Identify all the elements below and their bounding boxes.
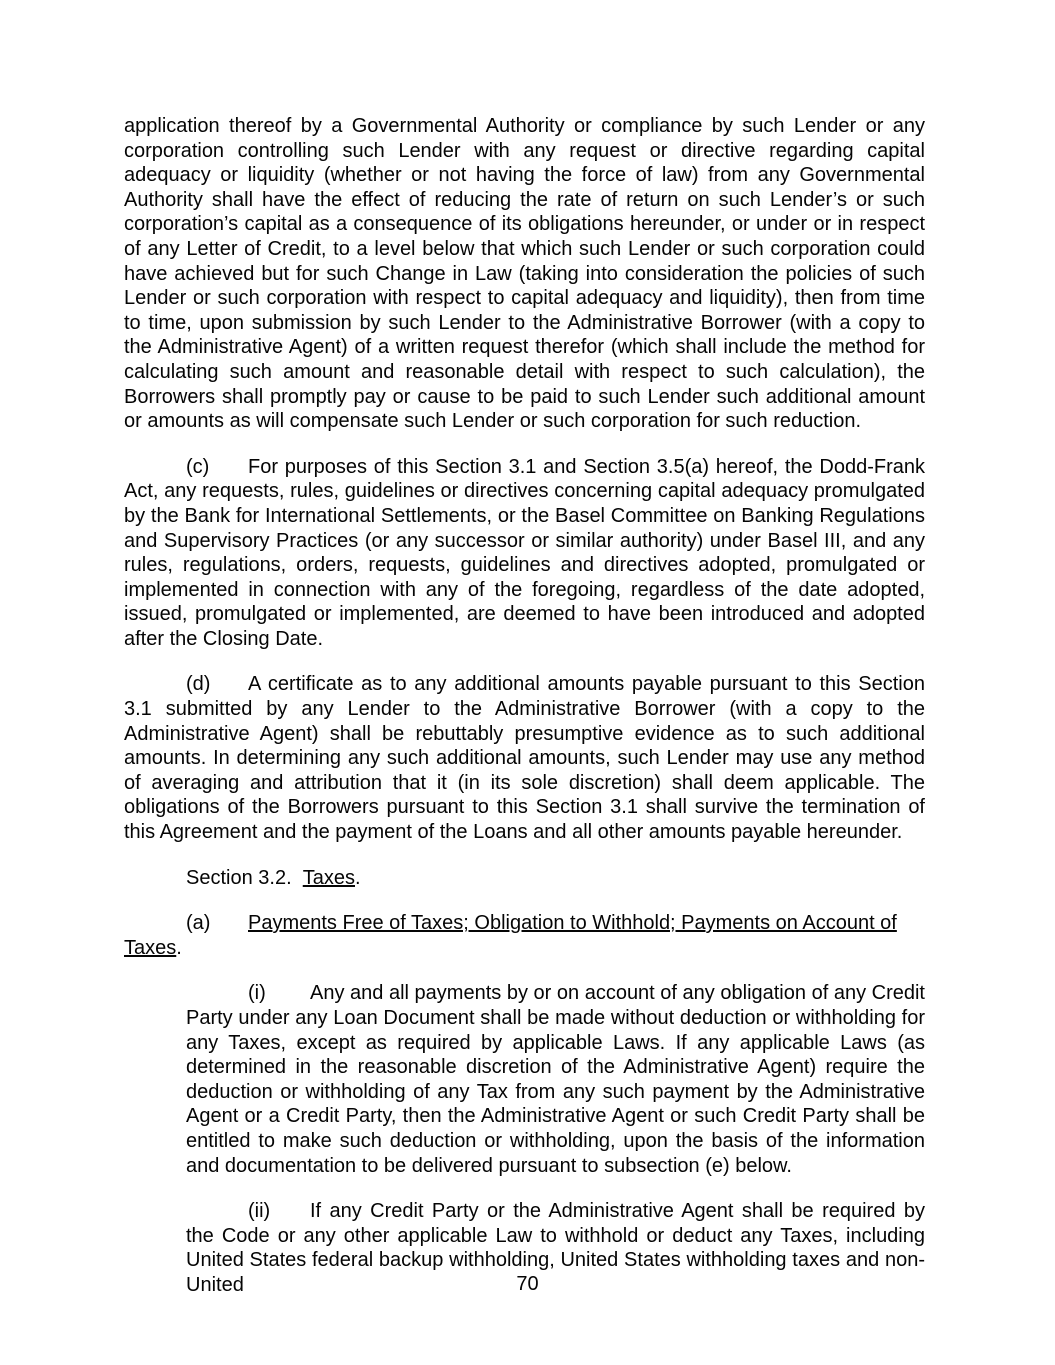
- section-3-2-number: Section 3.2.: [186, 866, 292, 889]
- section-3-2-title: Taxes: [302, 866, 355, 889]
- paragraph-i-label: (i): [248, 982, 266, 1005]
- paragraph-d: [124, 672, 925, 844]
- paragraph-d-text: A certificate as to any additional amounts payable pursuant to this Section 3.1 submitted by any Lender to the Administrative Borrower (with a copy to the Administrative Agent) shall be rebuttably presumptive evidence as to such additional amounts. In determining any such additional amounts, such Lender may use any method of averaging and attribution that it (in its sole discretion) shall deem applicable. The obligations of the Borrowers pursuant to this Section 3.1 shall survive the termination of this Agreement and the payment of the Loans and all other amounts payable hereunder.: [124, 673, 925, 844]
- document-text-block: [124, 114, 925, 1319]
- paragraph-i-text: Any and all payments by or on account of any obligation of any Credit Party under any Loan Document shall be made without deduction or withholding for any Taxes, except as required by applicable Laws. If any applicable Laws (as determined in the reasonable discretion of the Administrative Agent) require the deduction or withholding of any Tax from any such payment by the Administrative Agent or a Credit Party, then the Administrative Agent or such Credit Party shall be entitled to make such deduction or withholding, upon the basis of the information and documentation to be delivered pursuant to subsection (e) below.: [186, 982, 925, 1177]
- paragraph-c-text: For purposes of this Section 3.1 and Section 3.5(a) hereof, the Dodd-Frank Act, any requests, rules, guidelines or directives concerning capital adequacy promulgated by the Bank for International Settlements, or the Basel Committee on Banking Regulations and Supervisory Practices (or any successor or similar authority) under Basel III, and any rules, regulations, orders, requests, guidelines and directives adopted, promulgated or implemented in connection with any of the foregoing, regardless of the date adopted, issued, promulgated or implemented, are deemed to have been introduced and adopted after the Closing Date.: [124, 455, 925, 650]
- paragraph-c: [124, 455, 925, 652]
- section-3-2-period: .: [355, 866, 361, 889]
- section-3-2-heading: [124, 866, 925, 891]
- paragraph-ii-text: If any Credit Party or the Administrative Agent shall be required by the Code or any other applicable Law to withhold or deduct any Taxes, including United States federal backup withholding, United States withholding taxes and non-United: [186, 1200, 925, 1296]
- subsection-a-period: .: [176, 936, 182, 959]
- page-number: 70: [516, 1273, 539, 1295]
- paragraph-d-label: (d): [186, 673, 211, 696]
- subsection-a-label: (a): [186, 912, 211, 935]
- paragraph-i: [186, 981, 925, 1178]
- paragraph-ii-label: (ii): [248, 1200, 271, 1223]
- subsection-a-heading: [124, 911, 925, 960]
- subsection-a-title: Payments Free of Taxes; Obligation to Withhold; Payments on Account of Taxes: [124, 912, 897, 959]
- paragraph-text: application thereof by a Governmental Authority or compliance by such Lender or any corporation controlling such Lender with any request or directive regarding capital adequacy or liquidity (whether or not having the force of law) from any Governmental Authority shall have the effect of reducing the rate of return on such Lender’s or such corporation’s capital as a consequence of its obligations hereunder, or under or in respect of any Letter of Credit, to a level below that which such Lender or such corporation could have achieved but for such Change in Law (taking into consideration the policies of such Lender or such corporation with respect to capital adequacy and liquidity), then from time to time, upon submission by such Lender to the Administrative Borrower (with a copy to the Administrative Agent) of a written request therefor (which shall include the method for calculating such amount and reasonable detail with respect to such calculation), the Borrowers shall promptly pay or cause to be paid to such Lender such additional amount or amounts as will compensate such Lender or such corporation for such reduction.: [124, 115, 925, 433]
- paragraph-c-label: (c): [186, 455, 210, 478]
- paragraph-change-in-law-continuation: [124, 114, 925, 434]
